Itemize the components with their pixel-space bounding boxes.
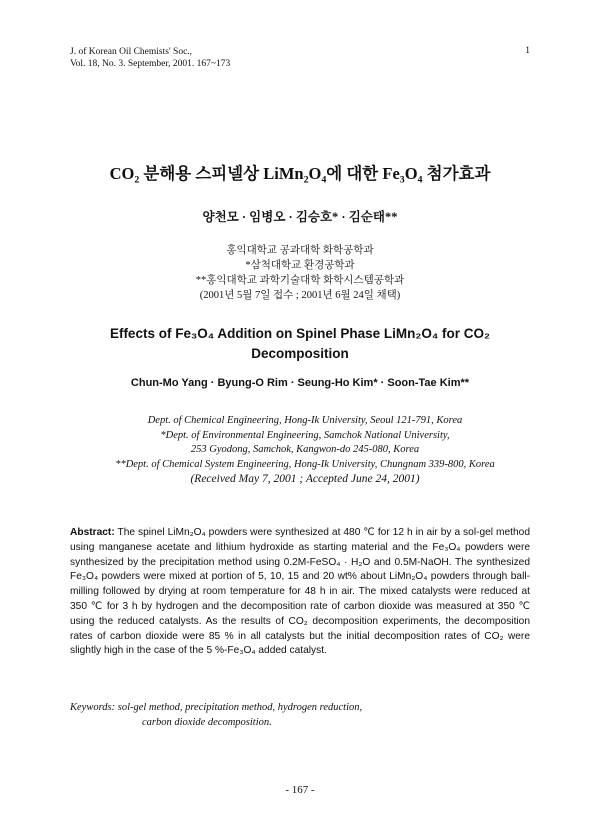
header-page-number: 1 (525, 46, 530, 56)
keywords-label: Keywords: (70, 702, 116, 713)
korean-title: CO₂ 분해용 스피넬상 LiMn₂O₄에 대한 Fe₃O₄ 첨가효과 (109, 164, 491, 183)
keywords (70, 700, 530, 730)
abstract-label: Abstract: (70, 527, 115, 538)
english-title-line-2: Decomposition (251, 346, 349, 361)
korean-affiliations (0, 243, 600, 303)
english-title-line-1: Effects of Fe₃O₄ Addition on Spinel Phase LiMn₂O₄ for CO₂ (109, 326, 491, 341)
journal-name: J. of Korean Oil Chemists' Soc., (70, 47, 193, 57)
english-title (60, 324, 540, 364)
korean-received-date: (2001년 5월 7일 접수 ; 2001년 6월 24일 채택) (199, 290, 401, 301)
journal-citation (70, 46, 230, 70)
english-affiliation-1: Dept. of Chemical Engineering, Hong-Ik University, Seoul 121-791, Korea (147, 415, 463, 426)
english-affiliations (85, 414, 525, 487)
english-affiliation-4: **Dept. of Chemical System Engineering, Hong-Ik University, Chungnam 339-800, Korea (115, 458, 495, 470)
english-authors: Chun-Mo Yang · Byung-O Rim · Seung-Ho Kim* · Soon-Tae Kim** (130, 377, 470, 389)
english-affiliation-3: 253 Gyodong, Samchok, Kangwon-do 245-080, Korea (190, 444, 420, 455)
korean-affiliation-1: 홍익대학교 공과대학 화학공학과 (226, 245, 374, 256)
korean-affiliation-3: **홍익대학교 과학기술대학 화학시스템공학과 (195, 275, 405, 286)
abstract (70, 526, 530, 659)
english-received-date: (Received May 7, 2001 ; Accepted June 24, 2001) (190, 473, 420, 485)
abstract-text: The spinel LiMn₂O₄ powders were synthesized at 480 ℃ for 12 h in air by a sol-gel method using manganese acetate and lithium hydroxide as starting material and the Fe₃O₄ powders were synthesized by the precipitation method using 0.2M-FeSO₄ · H₂O and 0.5M-NaOH. The synthesized Fe₃O₄ powders were mixed at portion of 5, 10, 15 and 20 wt% about LiMn₂O₄ powders through ball-milling followed by drying at room temperature for 48 h in air. The mixed catalysts were reduced at 350 ℃ for 3 h by hydrogen and the decomposition rate of carbon dioxide was measured at 350 ℃ using the reduced catalysts. As the results of CO₂ decomposition experiments, the decomposition rates of carbon dioxide were 85 % in all catalysts but the initial decomposition rates of CO₂ were slightly high in the case of the 5 %-Fe₃O₄ added catalyst. (70, 527, 531, 657)
keywords-line-2: carbon dioxide decomposition. (142, 717, 272, 728)
footer-page-number: - 167 - (285, 784, 315, 796)
keywords-line-1: sol-gel method, precipitation method, hydrogen reduction, (117, 702, 363, 713)
english-affiliation-2: *Dept. of Environmental Engineering, Samchok National University, (160, 429, 450, 441)
journal-volume: Vol. 18, No. 3. September, 2001. 167~173 (70, 59, 231, 69)
korean-authors: 양천모 · 임병오 · 김승호* · 김순태** (202, 210, 398, 224)
korean-affiliation-2: *삼척대학교 환경공학과 (245, 260, 355, 271)
